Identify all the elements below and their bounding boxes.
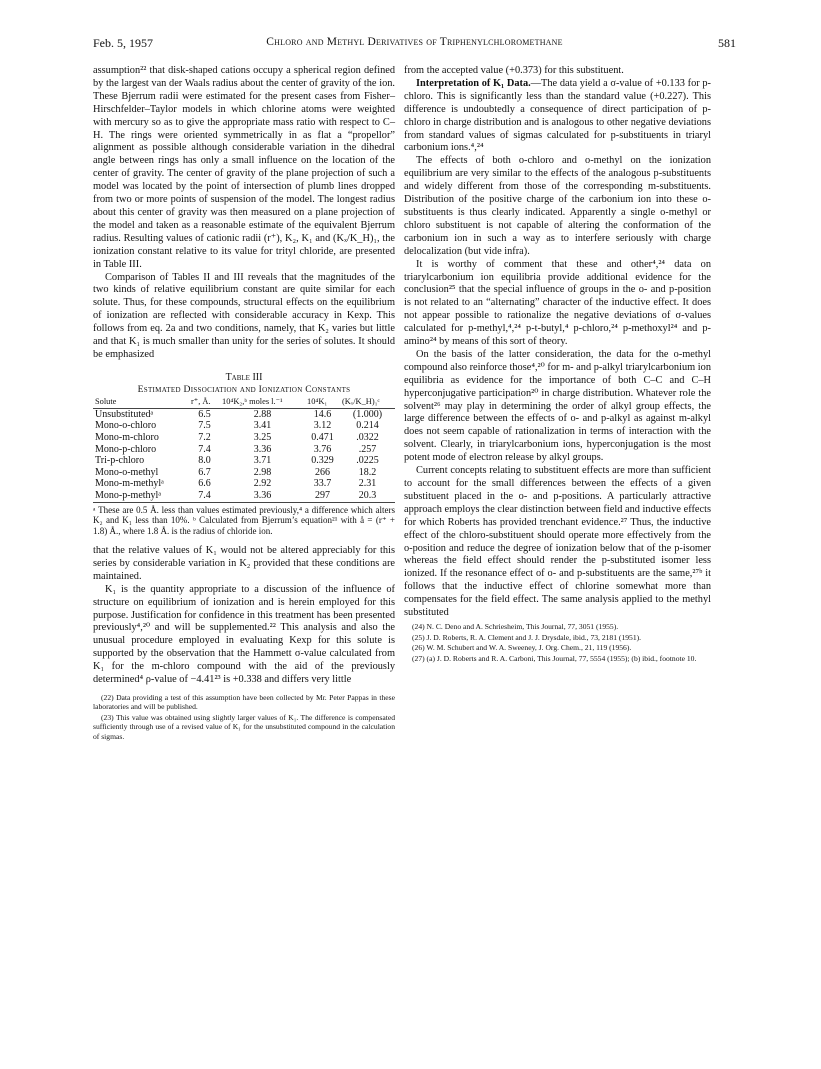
table-cell: 3.76 bbox=[313, 443, 332, 455]
right-column bbox=[404, 65, 711, 664]
table-row bbox=[93, 455, 395, 467]
reference: (25) J. D. Roberts, R. A. Clement and J. J. Drysdale, ibid., 73, 2181 (1951). bbox=[412, 632, 642, 642]
table-cell: .0322 bbox=[356, 432, 379, 444]
paragraph: Current concepts relating to substituent effects are more than sufficient to account for the small differences between the effects of a given substituent placed in the o- and p-positions. A particularly attractive approach employs the clear distinction between field and inductive effects for which Roberts has provided trenchant evidence.²⁷ Thus, the inductive effect of the chloro-substituent should operate more effectively from the o-position and reduce the degree of ionization below that of the p-isomer whereas the field effect should render the p-substituted isomer less ionized. If the resonance effect of o- and p-substituents are the same,²⁷ᵇ it follows that the inductive effect of chlorine somewhat more than compensates for the field effect. The same analysis applied to the methyl substituted bbox=[404, 465, 711, 619]
table-cell: 3.36 bbox=[253, 443, 272, 455]
table-cell: 0.471 bbox=[311, 432, 334, 444]
reference: (24) N. C. Deno and A. Schriesheim, This Journal, 77, 3051 (1955). bbox=[412, 621, 619, 631]
table-cell: 6.6 bbox=[198, 478, 211, 490]
reference: (27) (a) J. D. Roberts and R. A. Carboni, This Journal, 77, 5554 (1955); (b) ibid., footnote 10. bbox=[412, 653, 697, 663]
footnote: (22) Data providing a test of this assumption have been collected by Mr. Peter Pappas in these laboratories and will be published. bbox=[93, 692, 395, 712]
section-heading: Interpretation of K₁ Data. bbox=[416, 77, 531, 89]
table-cell: 7.5 bbox=[198, 420, 211, 432]
header-date: Feb. 5, 1957 bbox=[93, 36, 153, 50]
table-cell: 2.98 bbox=[253, 466, 272, 478]
table-cell: Mono-p-methylᵃ bbox=[93, 490, 189, 502]
table-cell: 3.36 bbox=[220, 490, 305, 502]
paragraph: It is worthy of comment that these and other⁴,²⁴ data on triarylcarbonium ion equilibria provide additional evidence for the conclusion²⁵ that the special influence of groups in the o- and p-position is not related to an “alternating” character of the inductive effect. It does not appear possible to rationalize the negative deviations of σ-values calculated for p-methyl,⁴,²⁴ p-t-butyl,⁴ p-chloro,²⁴ p-methoxyl²⁴ and p-amino²⁴ by means of this sort of theory. bbox=[404, 258, 711, 348]
left-column bbox=[93, 65, 395, 742]
table-row bbox=[93, 490, 395, 502]
page-number: 581 bbox=[718, 36, 736, 50]
table-cell: .257 bbox=[358, 443, 377, 455]
table-cell: Unsubstitutedᵃ bbox=[95, 408, 154, 420]
table-cell: 3.71 bbox=[253, 455, 272, 467]
paragraph: On the basis of the latter consideration, the data for the o-methyl compound also reinforce those⁴,²⁰ for m- and p-alkyl triarylcarbonium ion equilibria as evidence for the importance of both C–C and C–H hyperconjugative participation²⁰ in charge distribution. Whatever role the solvent²⁶ may play in determining the order of alkyl group effects, the large difference between the effects of o- and p-alkyl as against m-alkyl does not seem capable of rationalization in terms of interaction with the solvent. Clearly, in triarylcarbonium ions, hyperconjugation is the most potent mode of electron release by alkyl groups. bbox=[404, 348, 711, 464]
table-row bbox=[93, 432, 395, 444]
table-cell: Tri-p-chloro bbox=[95, 455, 145, 467]
table-iii bbox=[93, 372, 395, 537]
table-cell: 7.4 bbox=[189, 490, 220, 502]
table-row bbox=[93, 420, 395, 432]
footnote: (23) This value was obtained using slightly larger values of K₁. The difference is compensated sufficiently through use of a revised value of K₁ for the unsubstituted compound in the calculation of sigmas. bbox=[93, 712, 395, 741]
table-cell: 0.329 bbox=[311, 455, 334, 467]
table-cell: Mono-m-chloro bbox=[95, 432, 159, 444]
table-cell: 18.2 bbox=[358, 466, 377, 478]
table-cell: 20.3 bbox=[340, 490, 395, 502]
table-cell: 33.7 bbox=[313, 478, 332, 490]
table-cell: 6.5 bbox=[198, 408, 211, 420]
data-table bbox=[93, 397, 395, 503]
table-cell: Mono-o-chloro bbox=[95, 420, 157, 432]
running-title: Chloro and Methyl Derivatives of Triphenylchloromethane bbox=[266, 36, 563, 48]
column-header: r⁺, Å. bbox=[189, 397, 220, 409]
paragraph: The effects of both o-chloro and o-methyl on the ionization equilibrium are very similar to the effects of the analogous p-substituents and widely different from those of the corresponding m-substituents. Distribution of the positive charge of the carbonium ion into these o-substituents is thus clearly indicated. Apparently a single o-methyl or chloro substituent is not capable of altering the conformation of the carbonium ion in such a way as to interfere seriously with charge delocalization (but vide infra). bbox=[404, 155, 711, 257]
paragraph: assumption²² that disk-shaped cations occupy a spherical region defined by the largest van der Waals radius about the center of gravity of the ion. These Bjerrum radii were estimated for the present cases from Fisher–Hirschfelder–Taylor models in which chlorine atoms were weighted with mercury so as to give the appropriate mass ratio with respect to C–H. The rings were oriented symmetrically in as flat a “propellor” alignment as possible although considerable variation in the dihedral angle between rings has only a small influence on the location of the center of gravity. The center of gravity of the plane projection of such a model was located by the point of intersection of plumb lines dropped from two or more points of suspension of the model. The longest radius about this center of gravity was then measured on a plane projection of the model and taken as a reasonable estimate of the equivalent Bjerrum radius. Resulting values of cationic radii (r⁺), K₂, K₁ and (Kₓ/K_H)₁, the ionization constant relative to its value for trityl chloride, are presented in Table III. bbox=[93, 65, 395, 270]
paragraph: that the relative values of K₁ would not be altered appreciably for this series by considerable variation in K₂ provided that these conditions are maintained. bbox=[93, 544, 395, 582]
column-header: (Kₓ/K_H)₁ᶜ bbox=[340, 397, 395, 409]
table-cell: Mono-p-chloro bbox=[95, 443, 157, 455]
paragraph-text: —The data yield a σ-value of +0.133 for p-chloro. This is significantly less than the standard value (+0.227). This difference is undoubtedly a consequence of direct participation of p-chloro in charge distribution and is analogous to other negative deviations from standard values of sigmas calculated for p-substituents in triaryl carbonium ions.⁴,²⁴ bbox=[404, 77, 711, 154]
table-cell: 2.92 bbox=[253, 478, 272, 490]
table-cell: 3.41 bbox=[253, 420, 272, 432]
table-notes: ᵃ These are 0.5 Å. less than values estimated previously,⁴ a difference which alters K₂ and K₁ less than 10%. ᵇ Calculated from Bjerrum’s equation²¹ with å = (r⁺ + 1.8) Å., where 1.8 Å. is the radius of chloride ion. bbox=[93, 504, 395, 537]
table-row bbox=[93, 408, 395, 420]
table-cell: Mono-o-methyl bbox=[95, 466, 159, 478]
table-row bbox=[93, 478, 395, 490]
table-cell: 14.6 bbox=[313, 408, 332, 420]
table-cell: 297 bbox=[305, 490, 340, 502]
table-subtitle: Estimated Dissociation and Ionization Constants bbox=[137, 383, 351, 395]
table-cell: Mono-m-methylᵃ bbox=[95, 478, 164, 490]
references bbox=[404, 622, 711, 663]
table-title: Table III bbox=[225, 371, 263, 383]
table-cell: 7.4 bbox=[198, 443, 211, 455]
column-header: 10⁴K₁ bbox=[305, 397, 340, 409]
paragraph-with-heading bbox=[404, 78, 711, 155]
footnotes bbox=[93, 693, 395, 741]
paragraph: K₁ is the quantity appropriate to a discussion of the influence of structure on equilibrium of ionization and is herein employed for this purpose. Justification for confidence in this treatment has been presented previously⁴,²⁰ and will be supplemented.²² This analysis and also the unusual procedure employed in evaluating Kexp for this solute is supported by the observation that the Hammett σ-value calculated from K₁ for the m-chloro compound with the aid of the previously determined⁴ ρ-value of −4.41²³ is +0.338 and differs very little bbox=[93, 583, 395, 686]
table-cell: 266 bbox=[314, 466, 330, 478]
table-row bbox=[93, 444, 395, 456]
table-cell: 2.88 bbox=[253, 408, 272, 420]
table-cell: 8.0 bbox=[198, 455, 211, 467]
reference: (26) W. M. Schubert and W. A. Sweeney, J. Org. Chem., 21, 119 (1956). bbox=[412, 643, 632, 653]
column-header: 10⁴K₂,ᵇ moles l.⁻¹ bbox=[220, 397, 305, 409]
paragraph: Comparison of Tables II and III reveals that the magnitudes of the two kinds of relative equilibrium constant are quite similar for each solute. Thus, for these compounds, structural effects on the equilibrium of ionization are reflected with considerable accuracy in Kexp. This follows from eq. 2a and two conditions, namely, that K₂ varies but little and that K₁ is much smaller than unity for the series of solutes. It should be emphasized bbox=[93, 271, 395, 360]
column-header: Solute bbox=[93, 397, 189, 409]
page-header bbox=[93, 36, 736, 52]
paragraph: from the accepted value (+0.373) for this substituent. bbox=[404, 65, 624, 76]
table-cell: 2.31 bbox=[358, 478, 377, 490]
table-header-row bbox=[93, 397, 395, 409]
table-cell: .0225 bbox=[356, 455, 379, 467]
table-cell: 0.214 bbox=[356, 420, 379, 432]
table-cell: 7.2 bbox=[198, 432, 211, 444]
table-row bbox=[93, 467, 395, 479]
table-cell: 3.25 bbox=[253, 432, 272, 444]
table-cell: (1.000) bbox=[352, 408, 383, 420]
table-cell: 3.12 bbox=[313, 420, 332, 432]
table-cell: 6.7 bbox=[198, 466, 211, 478]
